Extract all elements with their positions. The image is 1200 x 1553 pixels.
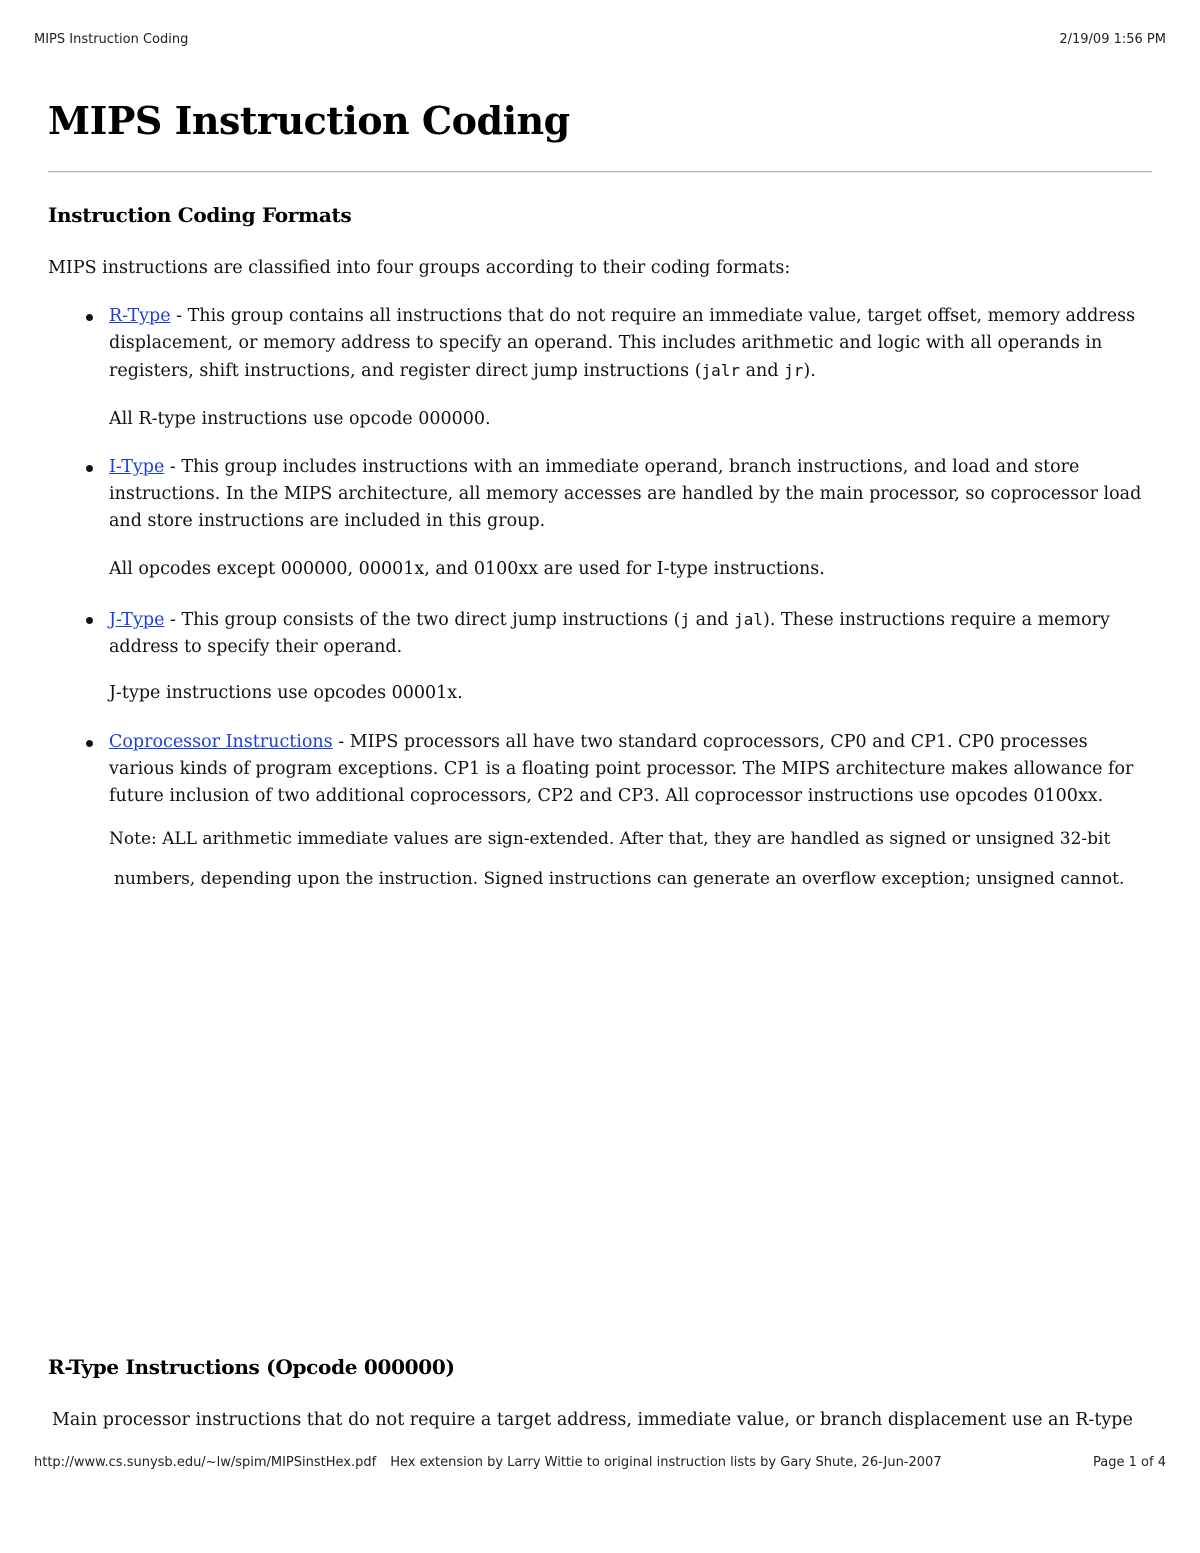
code-jalr: jalr [701,361,741,380]
itype-opcode-note: All opcodes except 000000, 00001x, and 0100xx are used for I-type instructions. [109,559,825,579]
header-title: MIPS Instruction Coding [34,32,189,47]
code-j: j [680,610,691,629]
coprocessor-link[interactable]: Coprocessor Instructions [109,732,333,752]
jtype-opcode-note: J-type instructions use opcodes 00001x. [109,683,463,703]
itype-description: - This group includes instructions with an immediate operand, branch instructions, and load and store instructions. In the MIPS architecture, all memory accesses are handled by the main processor, so coprocessor load and store instructions are included in this group. [109,457,1142,531]
bullet-icon [86,617,93,624]
rtype-conjunction: and [740,361,785,381]
horizontal-rule [48,171,1152,173]
jtype-conjunction: and [690,610,735,630]
intro-paragraph: MIPS instructions are classified into four groups according to their coding formats: [48,258,791,278]
list-item-rtype [109,303,1154,385]
itype-link[interactable]: I-Type [109,457,165,477]
bullet-icon [86,314,93,321]
note-line-1: Note: ALL arithmetic immediate values are sign-extended. After that, they are handled as signed or unsigned 32-bit [109,829,1111,849]
jtype-close: ). These instructions require a memory address to specify their operand. [109,610,1110,657]
code-jr: jr [784,361,804,380]
rtype-close: ). [803,361,816,381]
section-heading-formats: Instruction Coding Formats [48,203,352,227]
jtype-link[interactable]: J-Type [109,610,165,630]
rtype-section-paragraph: Main processor instructions that do not require a target address, immediate value, or branch displacement use an R-type [52,1410,1133,1430]
section-heading-rtype: R-Type Instructions (Opcode 000000) [48,1355,455,1379]
list-item-itype [109,454,1154,535]
bullet-icon [86,740,93,747]
header-datetime: 2/19/09 1:56 PM [1059,32,1166,47]
footer-credit: Hex extension by Larry Wittie to original instruction lists by Gary Shute, 26-Jun-2007 [390,1455,942,1470]
footer-url: http://www.cs.sunysb.edu/~lw/spim/MIPSinstHex.pdf [34,1455,377,1470]
jtype-description: - This group consists of the two direct jump instructions ( [164,610,681,630]
print-header [34,32,1166,47]
page-title: MIPS Instruction Coding [48,98,570,143]
coprocessor-description: - MIPS processors all have two standard coprocessors, CP0 and CP1. CP0 processes various kinds of program exceptions. CP1 is a floating point processor. The MIPS architecture makes allowance for future inclusion of two additional coprocessors, CP2 and CP3. All coprocessor instructions use opcodes 0100xx. [109,732,1134,806]
bullet-icon [86,465,93,472]
rtype-opcode-note: All R-type instructions use opcode 000000. [109,409,491,429]
list-item-jtype [109,606,1154,661]
list-item-coprocessor [109,729,1154,810]
note-line-2: numbers, depending upon the instruction. Signed instructions can generate an overflow exception; unsigned cannot. [114,869,1125,889]
code-jal: jal [734,610,764,629]
print-footer [34,1455,1166,1470]
rtype-link[interactable]: R-Type [109,306,171,326]
rtype-description: - This group contains all instructions that do not require an immediate value, target offset, memory address displacement, or memory address to specify an operand. This includes arithmetic and logic with all operands in registers, shift instructions, and register direct jump instructions ( [109,306,1136,381]
footer-page-number: Page 1 of 4 [1093,1455,1166,1470]
